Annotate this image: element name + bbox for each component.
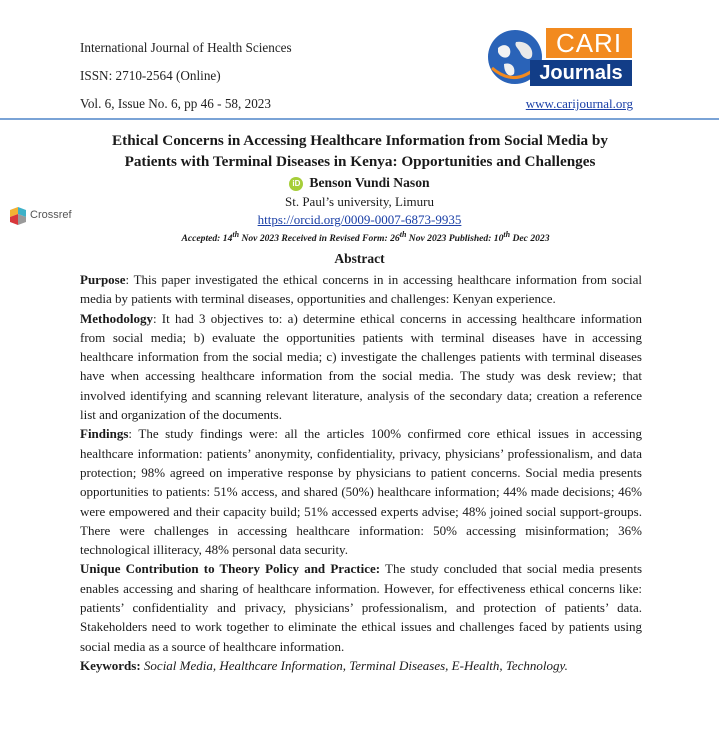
title-line-1: Ethical Concerns in Accessing Healthcare Information from Social Media by — [112, 132, 608, 149]
methodology-text: : It had 3 objectives to: a) determine ethical concerns in accessing healthcare information from social media; b) evaluate the opportunities patients with terminal diseases have in accessing healthcare information from the social media; c) investigate the challenges patients with terminal diseases have when accessing healthcare information from the social media. The study was desk review; that involved identifying and scanning relevant literature, analysis of the secondary data; creation a reference list and organization of the documents. — [80, 310, 642, 423]
author-name: Benson Vundi Nason — [309, 175, 430, 190]
date-sup: th — [399, 230, 407, 239]
affiliation: St. Paul’s university, Limuru — [284, 194, 435, 209]
abstract-body — [80, 270, 642, 675]
methodology-label: Methodology — [80, 310, 153, 326]
crossref-label: Crossref — [30, 209, 72, 221]
accepted-date: Accepted: 14 — [181, 233, 233, 245]
revised-date: Nov 2023 Received in Revised Form: 26 — [239, 233, 400, 245]
author-row — [0, 175, 719, 191]
keywords-label: Keywords: — [80, 657, 141, 673]
logo-cari-text: CARI — [546, 28, 632, 58]
findings-paragraph — [80, 424, 642, 559]
crossref-icon — [8, 206, 28, 226]
volume-info: Vol. 6, Issue No. 6, pp 46 - 58, 2023 — [80, 96, 271, 111]
published-date: Nov 2023 Published: 10 — [406, 233, 504, 245]
purpose-text: : This paper investigated the ethical concerns in in accessing healthcare information from social media by patients with terminal diseases, opportunities and challenges: Kenyan experience. — [80, 272, 642, 307]
findings-label: Findings — [80, 426, 129, 442]
contribution-label: Unique Contribution to Theory Policy and Practice: — [80, 561, 381, 577]
contribution-paragraph — [80, 559, 642, 655]
purpose-paragraph — [80, 270, 642, 309]
cari-journals-logo — [486, 26, 636, 90]
abstract-heading: Abstract — [334, 251, 385, 266]
date-sup: th — [232, 230, 240, 239]
purpose-label: Purpose — [80, 272, 126, 287]
paper-title — [60, 130, 660, 172]
contribution-text: The study concluded that social media presents enables accessing and sharing of healthcare information. However, for effectiveness ethical concerns like: patients’ confidentiality and privacy, physicians’ professionalism, and protection of patients’ data. Stakeholders need to work together to eliminate the ethical issues and challenges faced by patients using social media as a source of healthcare information. — [80, 561, 643, 654]
methodology-paragraph — [80, 309, 642, 425]
orcid-link[interactable]: https://orcid.org/0009-0007-6873-9935 — [257, 212, 462, 227]
issn: ISSN: 2710-2564 (Online) — [80, 68, 221, 83]
publication-dates — [0, 230, 719, 244]
journal-name: International Journal of Health Sciences — [80, 40, 292, 55]
findings-text: : The study findings were: all the articles 100% confirmed core ethical issues in accessing healthcare information: patients’ anonymity, confidentiality, privacy, physicians’ professionalism, and data protection; 98% agreed on imperative response by physicians to patient concerns. Social media presents opportunities to patients: 51% access, and shared (50%) healthcare information; 44% made decisions; 46% were empowered and their capacity build; 51% accessed experts advise; 48% joined social support-groups. There were challenges in accessing healthcare information: 50% accessing misinformation; 36% technological illiteracy, 48% personal data security. — [80, 426, 642, 558]
date-sup: th — [503, 230, 511, 239]
logo-journals-text: Journals — [530, 60, 632, 86]
orcid-icon[interactable]: iD — [289, 177, 303, 191]
header-divider — [0, 118, 719, 120]
keywords-text: Social Media, Healthcare Information, Terminal Diseases, E-Health, Technology. — [140, 657, 568, 673]
keywords-paragraph — [80, 656, 642, 675]
website-link[interactable]: www.carijournal.org — [525, 96, 633, 111]
title-line-2: Patients with Terminal Diseases in Kenya: Opportunities and Challenges — [124, 153, 596, 170]
published-year: Dec 2023 — [510, 233, 550, 245]
